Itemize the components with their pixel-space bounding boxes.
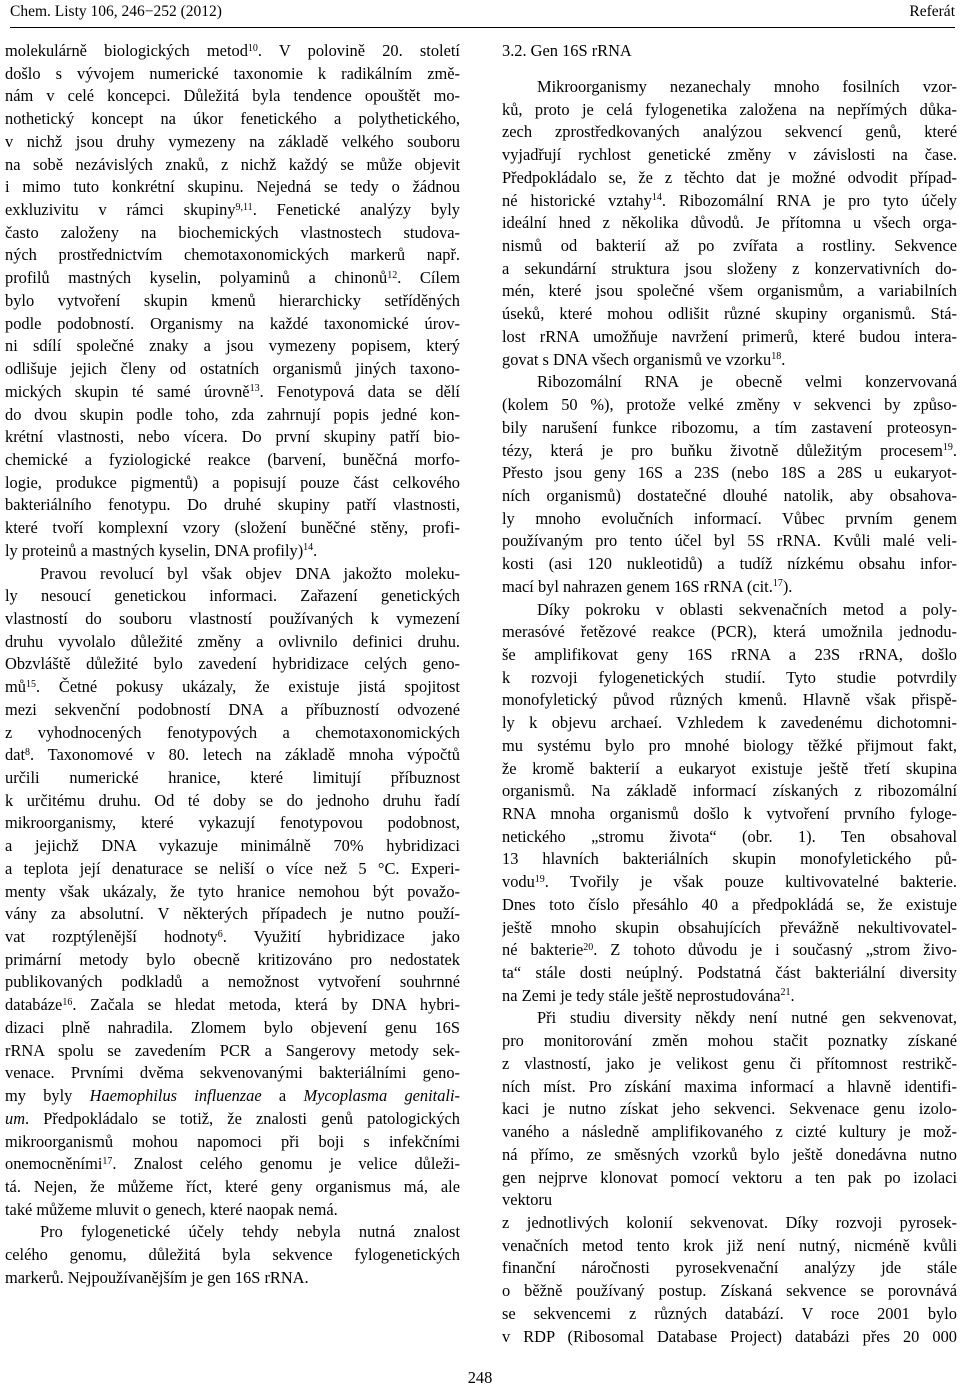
- text-line: [5, 63, 460, 86]
- text-line-content: né historické vztahy$^{14}$. Ribozomální RNA je pro tyto účely: [502, 190, 957, 210]
- page-number: 248: [467, 1368, 493, 1387]
- text-line-content: monofyletický původ různých kmenů. Hlavně však přispě-: [502, 690, 957, 710]
- text-line-content: na sobě nezávislých znaků, z nichž každý se může objevit: [5, 154, 460, 174]
- text-line-content: ná přímo, ze směsných vzorků bylo ještě donedávna nutno: [502, 1144, 957, 1164]
- text-line-content: mických skupin té samé úrovně$^{13}$. Fenotypová data se dělí: [5, 381, 460, 401]
- text-line: [502, 258, 957, 281]
- text-line-content: databáze$^{16}$. Začala se hledat metoda, která by DNA hybri-: [5, 995, 460, 1015]
- text-line: [5, 131, 460, 154]
- text-line: [5, 744, 460, 767]
- text-line: [5, 1244, 460, 1267]
- text-line-content: publikovaných podkladů a nemožnost vytvoření souhrnné: [5, 972, 460, 992]
- text-line: [502, 644, 957, 667]
- text-line-content: a teplota její denaturace se neliší o více než 5 °C. Experi-: [5, 858, 460, 878]
- text-line-content: i mimo tuto konkrétní skupinu. Nejedná se tedy o žádnou: [5, 177, 460, 197]
- text-line: [5, 585, 460, 608]
- text-line-content: ni sdílí společné znaky a jsou vymezeny popisem, který: [5, 336, 460, 356]
- text-line: [5, 40, 460, 63]
- text-line-content: celého genomu, důležitá byla sekvence fylogenetických: [5, 1245, 460, 1265]
- text-line: [5, 563, 460, 586]
- text-line-content: mén, které jsou společné všem organismům, a variabilních: [502, 281, 957, 301]
- text-line: [502, 349, 957, 372]
- section-label: Referát: [909, 3, 955, 20]
- text-line-content: né bakterie$^{20}$. Z tohoto důvodu je i současný „strom živo-: [502, 940, 957, 960]
- text-line-content: Díky pokroku v oblasti sekvenačních metod a poly-: [537, 599, 957, 619]
- text-line-content: tézy, která je pro buňku životně důležitým procesem$^{19}$.: [502, 440, 957, 460]
- text-line: [502, 1280, 957, 1303]
- text-line: [5, 176, 460, 199]
- text-line: [502, 1303, 957, 1326]
- text-line-content: logie, produkce pigmentů) a popisují pouze část celkového: [5, 472, 460, 492]
- text-line: [5, 335, 460, 358]
- text-line-content: z vlastností, jako je velikost genu či přítomnost restrikč-: [502, 1053, 957, 1073]
- text-line: [502, 962, 957, 985]
- text-line-content: ních míst. Pro získání maxima informací a hlavně identifi-: [502, 1076, 957, 1096]
- text-line: [5, 1131, 460, 1154]
- journal-citation: Chem. Listy 106, 246−252 (2012): [10, 3, 222, 20]
- text-line: [502, 1235, 957, 1258]
- text-line: [5, 267, 460, 290]
- text-line: [5, 540, 460, 563]
- text-line-content: krétní vlastnosti, nebo vícera. Do první skupiny patří bio-: [5, 427, 460, 447]
- text-line-content: Mikroorganismy nezanechaly mnoho fosilních vzor-: [537, 77, 957, 96]
- text-line-content: o běžně používaný postup. Získaná sekvence se porovnává: [502, 1281, 957, 1301]
- text-line: [502, 394, 957, 417]
- text-line-content: mací byl nahrazen genem 16S rRNA (cit.$^{17}$).: [502, 576, 793, 596]
- text-line: [502, 1121, 957, 1144]
- text-line: [5, 154, 460, 177]
- text-line-content: Předpokládalo se, že z těchto dat je možné odvodit případ-: [502, 167, 957, 187]
- text-line-content: ních organismů) dostatečné dlouhé natolik, aby obsahova-: [502, 485, 957, 505]
- text-line: [5, 108, 460, 131]
- text-line-content: zech zprostředkovaných analýzou sekvencí genů, které: [502, 122, 957, 142]
- text-line: [502, 440, 957, 463]
- text-line-content: k rozvoji fylogenetických studií. Tyto studie potvrdily: [502, 667, 957, 687]
- running-header: [10, 0, 955, 24]
- text-line-content: že kromě bakterií a eukaryot existuje ještě třetí skupina: [502, 758, 957, 778]
- text-line: [502, 1326, 957, 1349]
- text-line-content: mu systému bylo pro mnohé biology těžké přijmout fakt,: [502, 735, 957, 755]
- text-line: [502, 1053, 957, 1076]
- text-line-content: ly mnoho evolučních informací. Vůbec prvním genem: [502, 508, 957, 528]
- text-line-content: na Zemi je tedy stále ještě neprostudována$^{21}$.: [502, 985, 795, 1005]
- text-line: [502, 76, 957, 99]
- text-line: [502, 303, 957, 326]
- text-line-content: dizaci plně nahradila. Zlomem bylo objevení genu 16S: [5, 1017, 460, 1037]
- text-line-content: netického „stromu života“ (obr. 1). Ten obsahoval: [502, 826, 957, 846]
- text-line-content: menty však ukázaly, že tyto hranice nemohou být považo-: [5, 881, 460, 901]
- text-line: [5, 472, 460, 495]
- text-line: [502, 417, 957, 440]
- text-line: [5, 653, 460, 676]
- text-line-content: a sekundární struktura jsou složeny z konzervativních do-: [502, 258, 957, 278]
- text-line: [5, 381, 460, 404]
- text-line-content: vat rozptýlenější hodnoty$^6$. Využití hybridizace jako: [5, 927, 460, 947]
- text-line: [5, 722, 460, 745]
- text-line-content: my byly Haemophilus influenzae a Mycoplasma genitali-: [5, 1086, 460, 1106]
- text-line: [5, 926, 460, 949]
- text-line: [5, 631, 460, 654]
- text-line: [502, 735, 957, 758]
- text-line-content: markerů. Nejpoužívanějším je gen 16S rRNA.: [5, 1267, 309, 1287]
- text-line-content: v RDP (Ribosomal Database Project) databázi přes 20 000: [502, 1326, 957, 1346]
- text-line-content: RNA mnoha organismů došlo k vytvoření prvního fyloge-: [502, 804, 957, 823]
- text-line: [502, 1257, 957, 1280]
- text-line-content: merasóvé řetězové reakce (PCR), která umožnila jednodu-: [502, 622, 957, 642]
- text-line-content: Při studiu diversity někdy není nutné gen sekvenovat,: [537, 1008, 957, 1028]
- text-line: [502, 917, 957, 940]
- text-line-content: $mů^{15}$. Četné pokusy ukázaly, že existuje jistá spojitost: [5, 677, 460, 697]
- text-line-content: často založeny na biochemických vlastnostech studova-: [5, 222, 460, 242]
- text-line-content: ly k objevu archaeí. Vzhledem k zavedenému dichotomni-: [502, 713, 957, 733]
- text-line-content: druhu vyvolalo důležité změny a ovlivnilo definici druhu.: [5, 631, 460, 651]
- text-line-content: Obzvláště důležité bylo zavedení hybridizace celých geno-: [5, 654, 460, 674]
- text-line: [5, 1199, 460, 1222]
- text-line-content: používaným pro tento účel byl 5S rRNA. Kvůli malé veli-: [502, 531, 957, 551]
- text-line: [5, 313, 460, 336]
- text-line-content: Přesto jsou geny 16S a 23S (nebo 18S a 28S u eukaryot-: [502, 463, 957, 483]
- text-line-content: ků, proto je celá fylogenetika založena na nepřímých důka-: [502, 99, 957, 119]
- text-line: [5, 85, 460, 108]
- text-line-content: bily narušení funkce ribozomu, a tím zastavení proteosyn-: [502, 417, 957, 437]
- text-line: [502, 803, 957, 826]
- header-rule: [10, 27, 955, 28]
- text-line-content: z vyhodnocených fenotypových a chemotaxonomických: [5, 722, 460, 742]
- text-line-content: (kolem 50 %), protože velké změny v sekvenci by způso-: [502, 395, 957, 415]
- text-line-content: nismů od bakterií až po zvířata a rostliny. Sekvence: [502, 236, 957, 256]
- text-line-content: bylo vytvoření skupin kmenů hierarchicky setříděných: [5, 290, 460, 310]
- text-line: [502, 144, 957, 167]
- text-line-content: gen nejprve klonovat pomocí vektoru a ten pak po izolaci: [502, 1167, 957, 1187]
- text-line-content: venačních metod tento krok již není nutný, nicméně kvůli: [502, 1235, 957, 1255]
- text-line-content: kaci je nutno získat jeho sekvenci. Sekvenace genu izolo-: [502, 1099, 957, 1119]
- text-line: [502, 462, 957, 485]
- text-line-content: organismů. Na základě informací získaných z ribozomální: [502, 781, 957, 801]
- text-line: [5, 971, 460, 994]
- right-column: [502, 40, 957, 1348]
- text-line: [5, 994, 460, 1017]
- text-line-content: ještě mnoho skupin obsahujících převážně nekultivovatel-: [502, 917, 957, 937]
- text-line: [5, 790, 460, 813]
- text-line-content: molekulárně biologických metod$^{10}$. V polovině 20. století: [5, 41, 460, 60]
- text-line: [502, 1144, 957, 1167]
- text-line: [5, 1062, 460, 1085]
- text-line-content: tá. Nejen, že můžeme říct, které geny organismus má, ale: [5, 1176, 460, 1196]
- text-line-content: Dnes toto číslo přesáhlo 40 a předpokládá se, že existuje: [502, 894, 957, 914]
- text-line-content: určili numerické hranice, které limitují příbuznost: [5, 768, 460, 787]
- text-line: [5, 290, 460, 313]
- text-line-content: govat s DNA všech organismů ve vzorku$^{18}$.: [502, 349, 786, 369]
- text-line-content: do dvou skupin podle toho, zda zahrnují popis jedné kon-: [5, 404, 460, 424]
- text-line: [5, 494, 460, 517]
- text-line: [5, 199, 460, 222]
- text-line-content: um. Předpokládalo se totiž, že znalosti genů patologických: [5, 1108, 460, 1128]
- text-line-content: lost rRNA umožňuje navržení primerů, které budou intera-: [502, 326, 957, 346]
- text-line: [5, 1040, 460, 1063]
- text-line: [5, 881, 460, 904]
- text-line: [502, 167, 957, 190]
- text-line: [502, 1212, 957, 1235]
- text-line: [502, 599, 957, 622]
- text-line-content: vyjadřují rychlost genetické změny v závislosti na čase.: [502, 145, 957, 165]
- text-line: [5, 449, 460, 472]
- text-line-content: v nichž jsou druhy vymezeny na základě velkého souboru: [5, 131, 460, 151]
- text-line: [502, 326, 957, 349]
- text-line-content: mikroorganismy, které vykazují fenotypovou podobnost,: [5, 813, 460, 833]
- text-line: [502, 508, 957, 531]
- text-line: [502, 190, 957, 213]
- text-line: [502, 1030, 957, 1053]
- text-line: [502, 99, 957, 122]
- text-line-content: pro monitorování změn mohou stačit poznatky získané: [502, 1031, 957, 1051]
- text-line-content: došlo s vývojem numerické taxonomie k radikálním změ-: [5, 63, 460, 83]
- text-line-content: chemické a fyziologické reakce (barvení, buněčná morfo-: [5, 449, 460, 469]
- text-line: [502, 1189, 957, 1212]
- text-line: [5, 1017, 460, 1040]
- text-line: [502, 1076, 957, 1099]
- text-line: [502, 212, 957, 235]
- text-line-content: mezi sekvenční podobností DNA a příbuzností odvozené: [5, 699, 460, 719]
- text-line: [502, 1167, 957, 1190]
- text-line: [502, 689, 957, 712]
- text-line: [502, 235, 957, 258]
- text-line-content: ných prostřednictvím chemotaxonomických markerů např.: [5, 245, 460, 265]
- text-line-content: které tvoří komplexní vzory (složení buněčné stěny, profi-: [5, 518, 460, 538]
- text-line: [5, 608, 460, 631]
- text-line: [502, 667, 957, 690]
- text-line: [502, 485, 957, 508]
- text-line: [502, 1007, 957, 1030]
- text-line-content: vány za absolutní. V některých případech je nutno použí-: [5, 904, 460, 924]
- text-line: [502, 621, 957, 644]
- text-line: [5, 767, 460, 790]
- text-line: [5, 358, 460, 381]
- text-line: [5, 1153, 460, 1176]
- text-line: [502, 371, 957, 394]
- text-line-content: a jejichž DNA vykazuje minimálně 70% hybridizaci: [5, 836, 460, 856]
- text-line: [502, 985, 957, 1008]
- text-line: [5, 1085, 460, 1108]
- text-line-content: ta“ stále dosti neúplný. Podstatná část bakteriální diversity: [502, 963, 957, 983]
- text-line-content: ly nesoucí genetickou informaci. Zařazení genetických: [5, 586, 460, 606]
- text-line-content: profilů mastných kyselin, polyaminů a chinonů$^{12}$. Cílem: [5, 268, 460, 288]
- text-line: [5, 426, 460, 449]
- text-line: [5, 812, 460, 835]
- text-line: [5, 404, 460, 427]
- text-line-content: finanční náročnosti pyrosekvenační analýzy jde stále: [502, 1258, 957, 1278]
- text-line: [5, 835, 460, 858]
- text-line-content: dat$^8$. Taxonomové v 80. letech na základě mnoha výpočtů: [5, 745, 460, 765]
- text-line-content: rRNA spolu se zavedením PCR a Sangerovy metody sek-: [5, 1040, 460, 1060]
- text-line-content: podle podobností. Organismy na každé taxonomické úrov-: [5, 313, 460, 333]
- text-line-content: se sekvencemi z různých databází. V roce 2001 bylo: [502, 1303, 957, 1323]
- text-line-content: Pravou revolucí byl však objev DNA jakožto moleku-: [40, 563, 460, 583]
- text-line: [5, 1267, 460, 1290]
- text-line: [5, 1108, 460, 1131]
- text-line: [502, 1098, 957, 1121]
- text-line: [5, 244, 460, 267]
- text-line-content: vaného a následně amplifikovaného z cizté kultury je mož-: [502, 1122, 957, 1142]
- text-line-content: úseků, které mohou odlišit různé skupiny organismů. Stá-: [502, 304, 957, 324]
- text-line-content: onemocněními$^{17}$. Znalost celého genomu je velice důleži-: [5, 1154, 460, 1174]
- text-line: [502, 826, 957, 849]
- text-line-content: kosti (asi 120 nukleotidů) a tudíž nízkému obsahu infor-: [502, 554, 957, 574]
- text-line: [5, 903, 460, 926]
- text-line-content: še amplifikovat geny 16S rRNA a 23S rRNA, došlo: [502, 644, 957, 664]
- section-heading: [502, 40, 957, 76]
- text-line-content: ly proteinů a mastných kyselin, DNA profily)$^{14}$.: [5, 540, 318, 560]
- text-line: [502, 871, 957, 894]
- text-line-content: bakteriálního fenotypu. Do druhé skupiny patří vlastnosti,: [5, 495, 460, 515]
- text-line-content: vodu$^{19}$. Tvořily je však pouze kultivovatelné bakterie.: [502, 872, 957, 892]
- text-line-content: odlišuje jejich členy od ostatních organismů jiných taxono-: [5, 359, 460, 379]
- text-line-content: nám v celé koncepci. Důležitá byla tendence opouštět mo-: [5, 86, 460, 106]
- text-line: [5, 222, 460, 245]
- text-line: [502, 780, 957, 803]
- text-line-content: také můžeme mluvit o genech, které naopak nemá.: [5, 1199, 338, 1219]
- text-line-content: mikroorganismů mohou napomoci při boji s infekčními: [5, 1131, 460, 1151]
- text-line-content: vektoru: [502, 1190, 553, 1210]
- text-line-content: primární metody bylo obecně kritizováno pro nedostatek: [5, 949, 460, 969]
- text-line: [5, 949, 460, 972]
- text-line: [502, 894, 957, 917]
- text-line: [502, 758, 957, 781]
- text-line-content: Ribozomální RNA je obecně velmi konzervovaná: [537, 372, 957, 392]
- text-line: [502, 553, 957, 576]
- text-line: [502, 848, 957, 871]
- text-line: [502, 939, 957, 962]
- text-line-content: vlastností do souboru vlastností používaných k vymezení: [5, 608, 460, 628]
- text-line: [5, 699, 460, 722]
- text-line-content: venace. Prvními dvěma sekvenovanými bakteriálními geno-: [5, 1063, 460, 1083]
- text-line: [5, 858, 460, 881]
- text-line-content: ideální hned z několika důvodů. Je přítomna u všech orga-: [502, 213, 957, 233]
- text-line: [502, 712, 957, 735]
- text-line: [502, 121, 957, 144]
- left-column: [5, 40, 460, 1290]
- text-line-content: exkluzivitu v rámci skupiny$^{9,11}$. Fenetické analýzy byly: [5, 200, 460, 220]
- text-line-content: k určitému druhu. Od té doby se do jednoho druhu řadí: [5, 790, 460, 810]
- text-line-content: z jednotlivých kolonií sekvenovat. Díky rozvoji pyrosek-: [502, 1212, 957, 1232]
- text-line: [502, 530, 957, 553]
- text-line: [502, 576, 957, 599]
- text-line-content: 13 hlavních bakteriálních skupin monofyletického pů-: [502, 849, 957, 869]
- text-line: [5, 1221, 460, 1244]
- text-line-content: Pro fylogenetické účely tehdy nebyla nutná znalost: [40, 1222, 460, 1242]
- text-line-content: nothetický koncept na úkor fenetického a polythetického,: [5, 109, 460, 129]
- text-line-content: 3.2. Gen 16S rRNA: [502, 41, 632, 60]
- text-line: [5, 676, 460, 699]
- text-line: [5, 517, 460, 540]
- text-line: [502, 280, 957, 303]
- text-line: [5, 1176, 460, 1199]
